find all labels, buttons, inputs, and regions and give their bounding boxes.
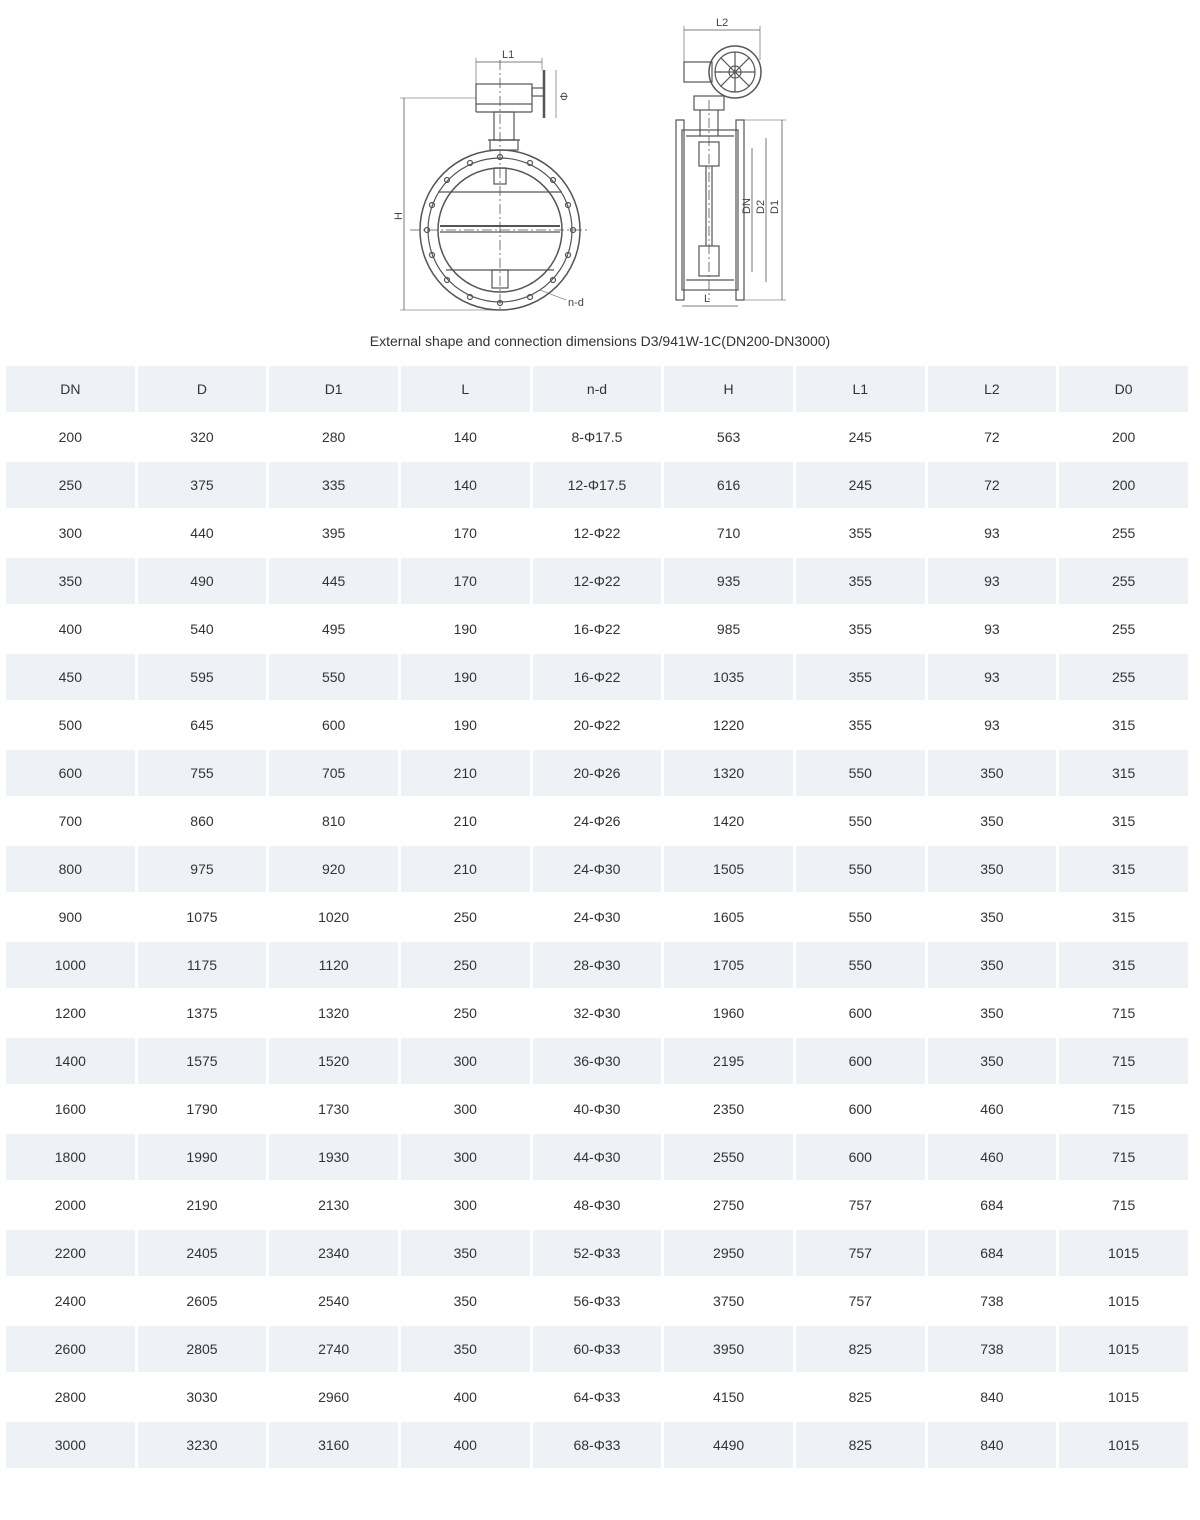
table-cell: 280: [269, 414, 398, 460]
table-cell: 2340: [269, 1230, 398, 1276]
table-cell: 36-Φ30: [533, 1038, 662, 1084]
table-cell: 170: [401, 510, 530, 556]
table-cell: 1000: [6, 942, 135, 988]
valve-drawing-svg: [0, 0, 1200, 330]
table-cell: 350: [401, 1278, 530, 1324]
label-d1: D1: [769, 199, 781, 214]
table-cell: 2130: [269, 1182, 398, 1228]
table-cell: 210: [401, 798, 530, 844]
table-cell: 825: [796, 1422, 925, 1468]
table-cell: 1015: [1059, 1422, 1188, 1468]
table-cell: 140: [401, 462, 530, 508]
column-header: D0: [1059, 366, 1188, 412]
table-cell: 550: [796, 894, 925, 940]
table-cell: 24-Φ26: [533, 798, 662, 844]
table-cell: 4150: [664, 1374, 793, 1420]
table-cell: 300: [6, 510, 135, 556]
label-nd: n-d: [568, 297, 584, 309]
table-cell: 400: [6, 606, 135, 652]
table-row: [6, 1182, 1188, 1228]
table-cell: 12-Φ22: [533, 510, 662, 556]
table-cell: 93: [928, 654, 1057, 700]
table-cell: 1600: [6, 1086, 135, 1132]
table-cell: 1035: [664, 654, 793, 700]
table-header-row: [6, 366, 1188, 412]
table-cell: 1420: [664, 798, 793, 844]
table-cell: 1730: [269, 1086, 398, 1132]
table-cell: 715: [1059, 1134, 1188, 1180]
table-cell: 550: [796, 942, 925, 988]
table-cell: 320: [138, 414, 267, 460]
table-cell: 600: [796, 1086, 925, 1132]
table-cell: 300: [401, 1086, 530, 1132]
table-cell: 93: [928, 510, 1057, 556]
table-cell: 3750: [664, 1278, 793, 1324]
table-row: [6, 606, 1188, 652]
table-cell: 255: [1059, 510, 1188, 556]
table-cell: 445: [269, 558, 398, 604]
table-row: [6, 510, 1188, 556]
table-cell: 315: [1059, 702, 1188, 748]
table-cell: 500: [6, 702, 135, 748]
table-row: [6, 1278, 1188, 1324]
table-cell: 600: [269, 702, 398, 748]
table-cell: 350: [928, 894, 1057, 940]
table-cell: 2740: [269, 1326, 398, 1372]
table-cell: 12-Φ22: [533, 558, 662, 604]
table-cell: 250: [401, 942, 530, 988]
table-cell: 16-Φ22: [533, 654, 662, 700]
column-header: n-d: [533, 366, 662, 412]
table-cell: 738: [928, 1278, 1057, 1324]
dimensions-table: [3, 364, 1191, 1470]
table-cell: 1200: [6, 990, 135, 1036]
label-l2: L2: [716, 17, 729, 29]
table-cell: 255: [1059, 654, 1188, 700]
table-cell: 20-Φ22: [533, 702, 662, 748]
table-row: [6, 942, 1188, 988]
table-cell: 315: [1059, 798, 1188, 844]
table-cell: 28-Φ30: [533, 942, 662, 988]
table-cell: 800: [6, 846, 135, 892]
table-row: [6, 798, 1188, 844]
table-cell: 1220: [664, 702, 793, 748]
table-body: [6, 414, 1188, 1468]
table-row: [6, 846, 1188, 892]
table-cell: 350: [928, 942, 1057, 988]
valve-body: [682, 130, 738, 290]
table-row: [6, 990, 1188, 1036]
table-cell: 810: [269, 798, 398, 844]
table-cell: 1375: [138, 990, 267, 1036]
table-cell: 52-Φ33: [533, 1230, 662, 1276]
table-cell: 1320: [664, 750, 793, 796]
label-l: L: [704, 293, 711, 305]
table-cell: 2550: [664, 1134, 793, 1180]
table-row: [6, 1134, 1188, 1180]
table-cell: 2540: [269, 1278, 398, 1324]
table-row: [6, 1086, 1188, 1132]
table-cell: 1400: [6, 1038, 135, 1084]
table-cell: 200: [1059, 462, 1188, 508]
column-header: D1: [269, 366, 398, 412]
table-cell: 315: [1059, 750, 1188, 796]
table-cell: 840: [928, 1422, 1057, 1468]
table-cell: 350: [401, 1230, 530, 1276]
table-cell: 60-Φ33: [533, 1326, 662, 1372]
table-cell: 64-Φ33: [533, 1374, 662, 1420]
table-cell: 563: [664, 414, 793, 460]
table-cell: 1575: [138, 1038, 267, 1084]
table-cell: 400: [401, 1422, 530, 1468]
column-header: L2: [928, 366, 1057, 412]
table-cell: 1320: [269, 990, 398, 1036]
table-cell: 2000: [6, 1182, 135, 1228]
table-cell: 550: [796, 846, 925, 892]
table-cell: 715: [1059, 990, 1188, 1036]
table-cell: 616: [664, 462, 793, 508]
table-row: [6, 1326, 1188, 1372]
table-cell: 600: [796, 990, 925, 1036]
table-cell: 757: [796, 1230, 925, 1276]
table-cell: 350: [928, 846, 1057, 892]
table-cell: 550: [269, 654, 398, 700]
table-cell: 550: [796, 750, 925, 796]
table-cell: 40-Φ30: [533, 1086, 662, 1132]
table-cell: 2950: [664, 1230, 793, 1276]
table-cell: 44-Φ30: [533, 1134, 662, 1180]
table-cell: 1015: [1059, 1326, 1188, 1372]
table-cell: 170: [401, 558, 530, 604]
table-cell: 190: [401, 654, 530, 700]
table-cell: 300: [401, 1038, 530, 1084]
table-cell: 1015: [1059, 1374, 1188, 1420]
table-cell: 935: [664, 558, 793, 604]
table-cell: 355: [796, 702, 925, 748]
table-cell: 2350: [664, 1086, 793, 1132]
table-row: [6, 750, 1188, 796]
table-cell: 1705: [664, 942, 793, 988]
table-cell: 684: [928, 1230, 1057, 1276]
table-cell: 985: [664, 606, 793, 652]
table-cell: 3000: [6, 1422, 135, 1468]
table-cell: 190: [401, 702, 530, 748]
table-cell: 1520: [269, 1038, 398, 1084]
table-cell: 245: [796, 414, 925, 460]
table-cell: 2800: [6, 1374, 135, 1420]
table-cell: 1930: [269, 1134, 398, 1180]
table-cell: 1800: [6, 1134, 135, 1180]
table-cell: 93: [928, 558, 1057, 604]
table-row: [6, 558, 1188, 604]
table-cell: 8-Φ17.5: [533, 414, 662, 460]
table-cell: 540: [138, 606, 267, 652]
table-cell: 1505: [664, 846, 793, 892]
table-cell: 315: [1059, 894, 1188, 940]
table-cell: 700: [6, 798, 135, 844]
table-cell: 738: [928, 1326, 1057, 1372]
label-d2: D2: [755, 199, 767, 214]
table-cell: 250: [401, 894, 530, 940]
valve-technical-drawing: [0, 0, 1200, 330]
table-cell: 1605: [664, 894, 793, 940]
table-cell: 200: [1059, 414, 1188, 460]
table-cell: 1960: [664, 990, 793, 1036]
table-cell: 715: [1059, 1086, 1188, 1132]
table-cell: 757: [796, 1278, 925, 1324]
label-h: H: [393, 212, 405, 220]
table-cell: 72: [928, 462, 1057, 508]
table-cell: 550: [796, 798, 925, 844]
table-cell: 355: [796, 606, 925, 652]
table-cell: 315: [1059, 846, 1188, 892]
table-cell: 300: [401, 1182, 530, 1228]
table-cell: 860: [138, 798, 267, 844]
table-row: [6, 1038, 1188, 1084]
table-cell: 705: [269, 750, 398, 796]
table-cell: 2200: [6, 1230, 135, 1276]
table-cell: 190: [401, 606, 530, 652]
table-cell: 840: [928, 1374, 1057, 1420]
table-cell: 350: [928, 798, 1057, 844]
table-cell: 2405: [138, 1230, 267, 1276]
table-cell: 1020: [269, 894, 398, 940]
table-cell: 355: [796, 558, 925, 604]
table-cell: 300: [401, 1134, 530, 1180]
table-cell: 460: [928, 1086, 1057, 1132]
table-cell: 245: [796, 462, 925, 508]
table-cell: 490: [138, 558, 267, 604]
table-cell: 250: [6, 462, 135, 508]
table-row: [6, 1422, 1188, 1468]
table-row: [6, 1374, 1188, 1420]
table-cell: 900: [6, 894, 135, 940]
table-cell: 600: [796, 1038, 925, 1084]
side-view: [676, 26, 786, 306]
table-cell: 684: [928, 1182, 1057, 1228]
table-cell: 400: [401, 1374, 530, 1420]
table-cell: 440: [138, 510, 267, 556]
table-cell: 350: [928, 990, 1057, 1036]
table-cell: 3230: [138, 1422, 267, 1468]
table-cell: 2960: [269, 1374, 398, 1420]
table-cell: 1175: [138, 942, 267, 988]
table-cell: 350: [928, 750, 1057, 796]
table-cell: 2400: [6, 1278, 135, 1324]
table-cell: 1990: [138, 1134, 267, 1180]
table-row: [6, 894, 1188, 940]
drawing-caption: External shape and connection dimensions D3/941W-1C(DN200-DN3000): [369, 333, 831, 349]
table-cell: 72: [928, 414, 1057, 460]
table-row: [6, 414, 1188, 460]
table-row: [6, 702, 1188, 748]
table-cell: 93: [928, 606, 1057, 652]
table-cell: 255: [1059, 606, 1188, 652]
table-cell: 2190: [138, 1182, 267, 1228]
table-cell: 1790: [138, 1086, 267, 1132]
table-cell: 755: [138, 750, 267, 796]
label-dn: DN: [741, 198, 753, 214]
table-cell: 20-Φ26: [533, 750, 662, 796]
table-cell: 600: [6, 750, 135, 796]
table-cell: 24-Φ30: [533, 846, 662, 892]
table-cell: 12-Φ17.5: [533, 462, 662, 508]
table-cell: 350: [401, 1326, 530, 1372]
gearbox: [476, 84, 532, 104]
table-cell: 4490: [664, 1422, 793, 1468]
table-cell: 56-Φ33: [533, 1278, 662, 1324]
table-cell: 3030: [138, 1374, 267, 1420]
table-cell: 250: [401, 990, 530, 1036]
column-header: DN: [6, 366, 135, 412]
table-cell: 1015: [1059, 1278, 1188, 1324]
table-cell: 1120: [269, 942, 398, 988]
table-cell: 350: [928, 1038, 1057, 1084]
table-cell: 2600: [6, 1326, 135, 1372]
table-cell: 825: [796, 1326, 925, 1372]
table-cell: 3950: [664, 1326, 793, 1372]
table-cell: 395: [269, 510, 398, 556]
table-cell: 68-Φ33: [533, 1422, 662, 1468]
table-cell: 32-Φ30: [533, 990, 662, 1036]
table-cell: 140: [401, 414, 530, 460]
table-cell: 460: [928, 1134, 1057, 1180]
table-cell: 355: [796, 654, 925, 700]
table-cell: 600: [796, 1134, 925, 1180]
table-cell: 2805: [138, 1326, 267, 1372]
table-cell: 715: [1059, 1038, 1188, 1084]
table-row: [6, 1230, 1188, 1276]
table-cell: 450: [6, 654, 135, 700]
table-cell: 375: [138, 462, 267, 508]
table-cell: 93: [928, 702, 1057, 748]
table-cell: 255: [1059, 558, 1188, 604]
table-cell: 350: [6, 558, 135, 604]
column-header: H: [664, 366, 793, 412]
table-cell: 315: [1059, 942, 1188, 988]
table-cell: 710: [664, 510, 793, 556]
label-phi: Φ: [557, 92, 569, 101]
stem-bracket: [494, 112, 514, 140]
table-cell: 48-Φ30: [533, 1182, 662, 1228]
table-cell: 495: [269, 606, 398, 652]
table-cell: 920: [269, 846, 398, 892]
table-cell: 595: [138, 654, 267, 700]
table-cell: 335: [269, 462, 398, 508]
column-header: L: [401, 366, 530, 412]
table-cell: 1075: [138, 894, 267, 940]
table-cell: 1015: [1059, 1230, 1188, 1276]
table-cell: 2750: [664, 1182, 793, 1228]
table-cell: 200: [6, 414, 135, 460]
table-cell: 355: [796, 510, 925, 556]
table-cell: 645: [138, 702, 267, 748]
table-cell: 3160: [269, 1422, 398, 1468]
table-cell: 210: [401, 750, 530, 796]
table-cell: 825: [796, 1374, 925, 1420]
label-l1: L1: [502, 49, 515, 61]
column-header: D: [138, 366, 267, 412]
table-cell: 210: [401, 846, 530, 892]
table-cell: 16-Φ22: [533, 606, 662, 652]
table-row: [6, 462, 1188, 508]
table-cell: 757: [796, 1182, 925, 1228]
table-cell: 2605: [138, 1278, 267, 1324]
table-cell: 715: [1059, 1182, 1188, 1228]
table-cell: 2195: [664, 1038, 793, 1084]
table-row: [6, 654, 1188, 700]
table-cell: 975: [138, 846, 267, 892]
column-header: L1: [796, 366, 925, 412]
table-cell: 24-Φ30: [533, 894, 662, 940]
